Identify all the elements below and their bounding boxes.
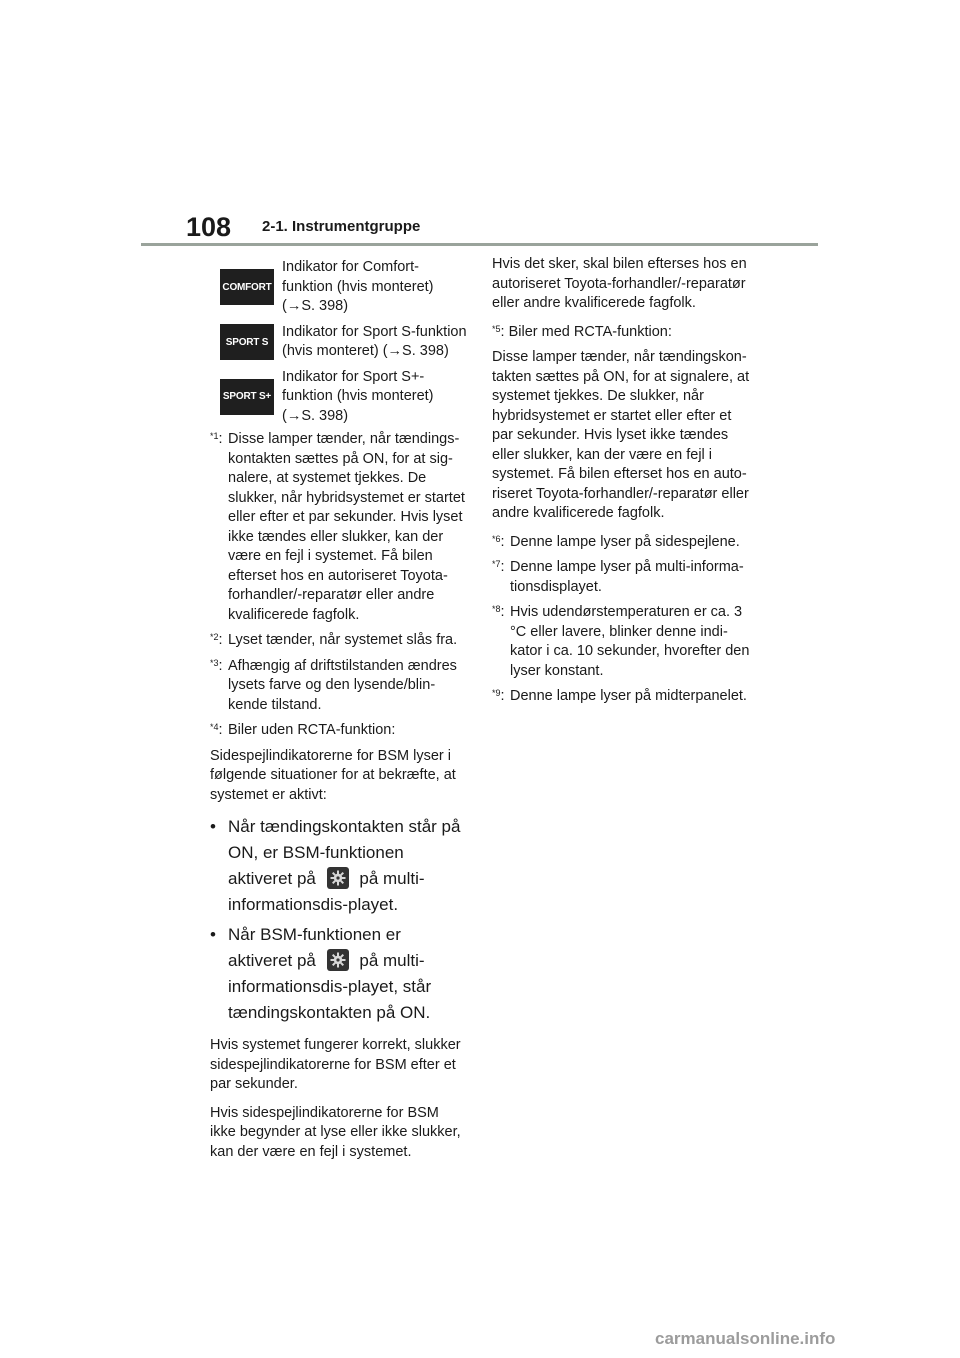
bullet-2-text-a: Når BSM-funktionen er aktiveret på <box>228 925 401 970</box>
settings-gear-icon <box>327 867 349 889</box>
footnote-1: $^{*1}$: Disse lamper tænder, når tændings-kontakten sættes på ON, for at sig-nalere, at systemet tjekkes. De slukker, når hybridsystemet er startet eller efter et par sekunder. Hvis lyset ikke tændes eller slukker, kan der være en fejl i systemet. Få bilen efterset hos en autoriseret Toyota-forhandler/-reparatør eller andre kvalificerede fagfolk. <box>210 431 465 623</box>
indicator-comfort-text: Indikator for Comfort-funktion (hvis monteret) (→S. 398) <box>282 259 434 314</box>
header-divider <box>141 243 818 246</box>
footnote-6-mark: *6 <box>492 533 501 544</box>
footnote-3: $^{*3}$: Afhængig af driftstilstanden ændres lysets farve og den lysende/blin-kende tilstand. <box>210 657 457 713</box>
chapter-title: 2-1. Instrumentgruppe <box>262 218 421 235</box>
footnote-3-text: Afhængig af driftstilstanden ændres lysets farve og den lysende/blin-kende tilstand. <box>228 657 457 713</box>
settings-gear-icon <box>327 949 349 971</box>
footnote-8-mark: *8 <box>492 604 501 614</box>
watermark: carmanualsonline.info <box>655 1329 836 1348</box>
bullet-1-text-b: på multi-informationsdis-playet. <box>228 869 425 914</box>
footnote-8-text: Hvis udendørstemperaturen er ca. 3 °C eller lavere, blinker denne indi-kator i ca. 10 sekunder, hvorefter den lyser konstant. <box>510 604 750 679</box>
footnote-1-mark: *1 <box>210 431 219 441</box>
footnote-9: $^{*9}$: Denne lampe lyser på midterpanelet. <box>492 688 747 704</box>
footnote-4: $^{*4}$: Biler uden RCTA-funktion: <box>210 722 396 738</box>
left-column <box>210 258 468 1171</box>
footnote-8: $^{*8}$: Hvis udendørstemperaturen er ca. 3 °C eller lavere, blinker denne indi-kator i ca. 10 sekunder, hvorefter den lyser konstant. <box>492 604 750 679</box>
bullet-dot: • <box>210 817 216 836</box>
indicator-comfort <box>210 258 468 317</box>
footnote-2-text: Lyset tænder, når systemet slås fra. <box>228 632 458 648</box>
footnote-9-text: Denne lampe lyser på midterpanelet. <box>510 688 747 704</box>
footnote-6-text: Denne lampe lyser på sidespejlene. <box>510 533 740 550</box>
footnote-5-mark: *5 <box>492 323 501 334</box>
indicator-sport-s-text: Indikator for Sport S-funktion (hvis monteret) (→S. 398) <box>282 323 467 359</box>
footnote-6: $^{*6}$: Denne lampe lyser på sidespejlene. <box>492 533 740 550</box>
indicator-sport-s <box>210 323 468 362</box>
footnote-2: $^{*2}$: Lyset tænder, når systemet slås fra. <box>210 632 458 648</box>
page-header <box>0 0 960 250</box>
list-item <box>210 814 468 918</box>
bsm-intro-paragraph: Sidespejlindikatorerne for BSM lyser i følgende situationer for at bekræfte, at systemet er aktivt: <box>210 747 456 803</box>
comfort-mode-icon: COMFORT <box>220 269 274 305</box>
bsm-conditions-list <box>210 814 468 1026</box>
rcta-paragraph: Disse lamper tænder, når tændingskon-takten sættes på ON, for at signalere, at systemet tjekkes. De slukker, når hybridsystemet er startet eller efter et par sekunder. Hvis lyset ikke tændes eller slukker, kan der være en fejl i systemet. Få bilen efterset hos en auto-riseret Toyota-forhandler/-reparatør eller andre kvalificerede fagfolk. <box>492 349 750 521</box>
indicator-sport-s-plus-text: Indikator for Sport S+-funktion (hvis monteret) (→S. 398) <box>282 368 434 424</box>
list-item <box>210 922 468 1026</box>
footnote-4-text: Biler uden RCTA-funktion: <box>228 722 396 738</box>
footnote-3-mark: *3 <box>210 657 219 668</box>
footnote-1-text: Disse lamper tænder, når tændings-kontakten sættes på ON, for at sig-nalere, at systemet tjekkes. De slukker, når hybridsystemet er startet eller efter et par sekunder. Hvis lyset ikke tændes eller slukker, kan der være en fejl i systemet. Få bilen efterset hos en autoriseret Toyota-forhandler/-reparatør eller andre kvalificerede fagfolk. <box>228 431 465 623</box>
sport-s-mode-icon: SPORT S <box>220 324 274 360</box>
service-paragraph: Hvis det sker, skal bilen efterses hos en autoriseret Toyota-forhandler/-reparatør eller andre kvalificerede fagfolk. <box>492 256 747 311</box>
footnote-7-text: Denne lampe lyser på multi-informa-tionsdisplayet. <box>510 559 744 595</box>
bullet-dot: • <box>210 925 216 944</box>
footnote-4-mark: *4 <box>210 722 219 732</box>
bsm-fault-paragraph: Hvis sidespejlindikatorerne for BSM ikke begynder at lyse eller ikke slukker, kan der være en fejl i systemet. <box>210 1104 461 1160</box>
footnote-5: $^{*5}$: Biler med RCTA-funktion: <box>492 323 672 340</box>
right-column <box>492 255 754 713</box>
footnote-5-text: Biler med RCTA-funktion: <box>508 323 672 340</box>
footnote-9-mark: *9 <box>492 688 501 698</box>
bullet-1-text-a: Når tændingskontakten står på ON, er BSM-funktionen aktiveret på <box>228 817 461 888</box>
sport-s-plus-mode-icon: SPORT S+ <box>220 379 274 415</box>
bsm-normal-paragraph: Hvis systemet fungerer korrekt, slukker sidespejlindikatorerne for BSM efter et par sekunder. <box>210 1037 461 1092</box>
footnote-7-mark: *7 <box>492 559 501 569</box>
bullet-2-text-b: på multi-informationsdis-playet, står tændingskontakten på ON. <box>228 951 432 1022</box>
footnote-2-mark: *2 <box>210 632 219 642</box>
indicator-sport-s-plus <box>210 368 468 427</box>
page-number: 108 <box>186 212 232 242</box>
footnote-7: $^{*7}$: Denne lampe lyser på multi-informa-tionsdisplayet. <box>492 559 744 595</box>
